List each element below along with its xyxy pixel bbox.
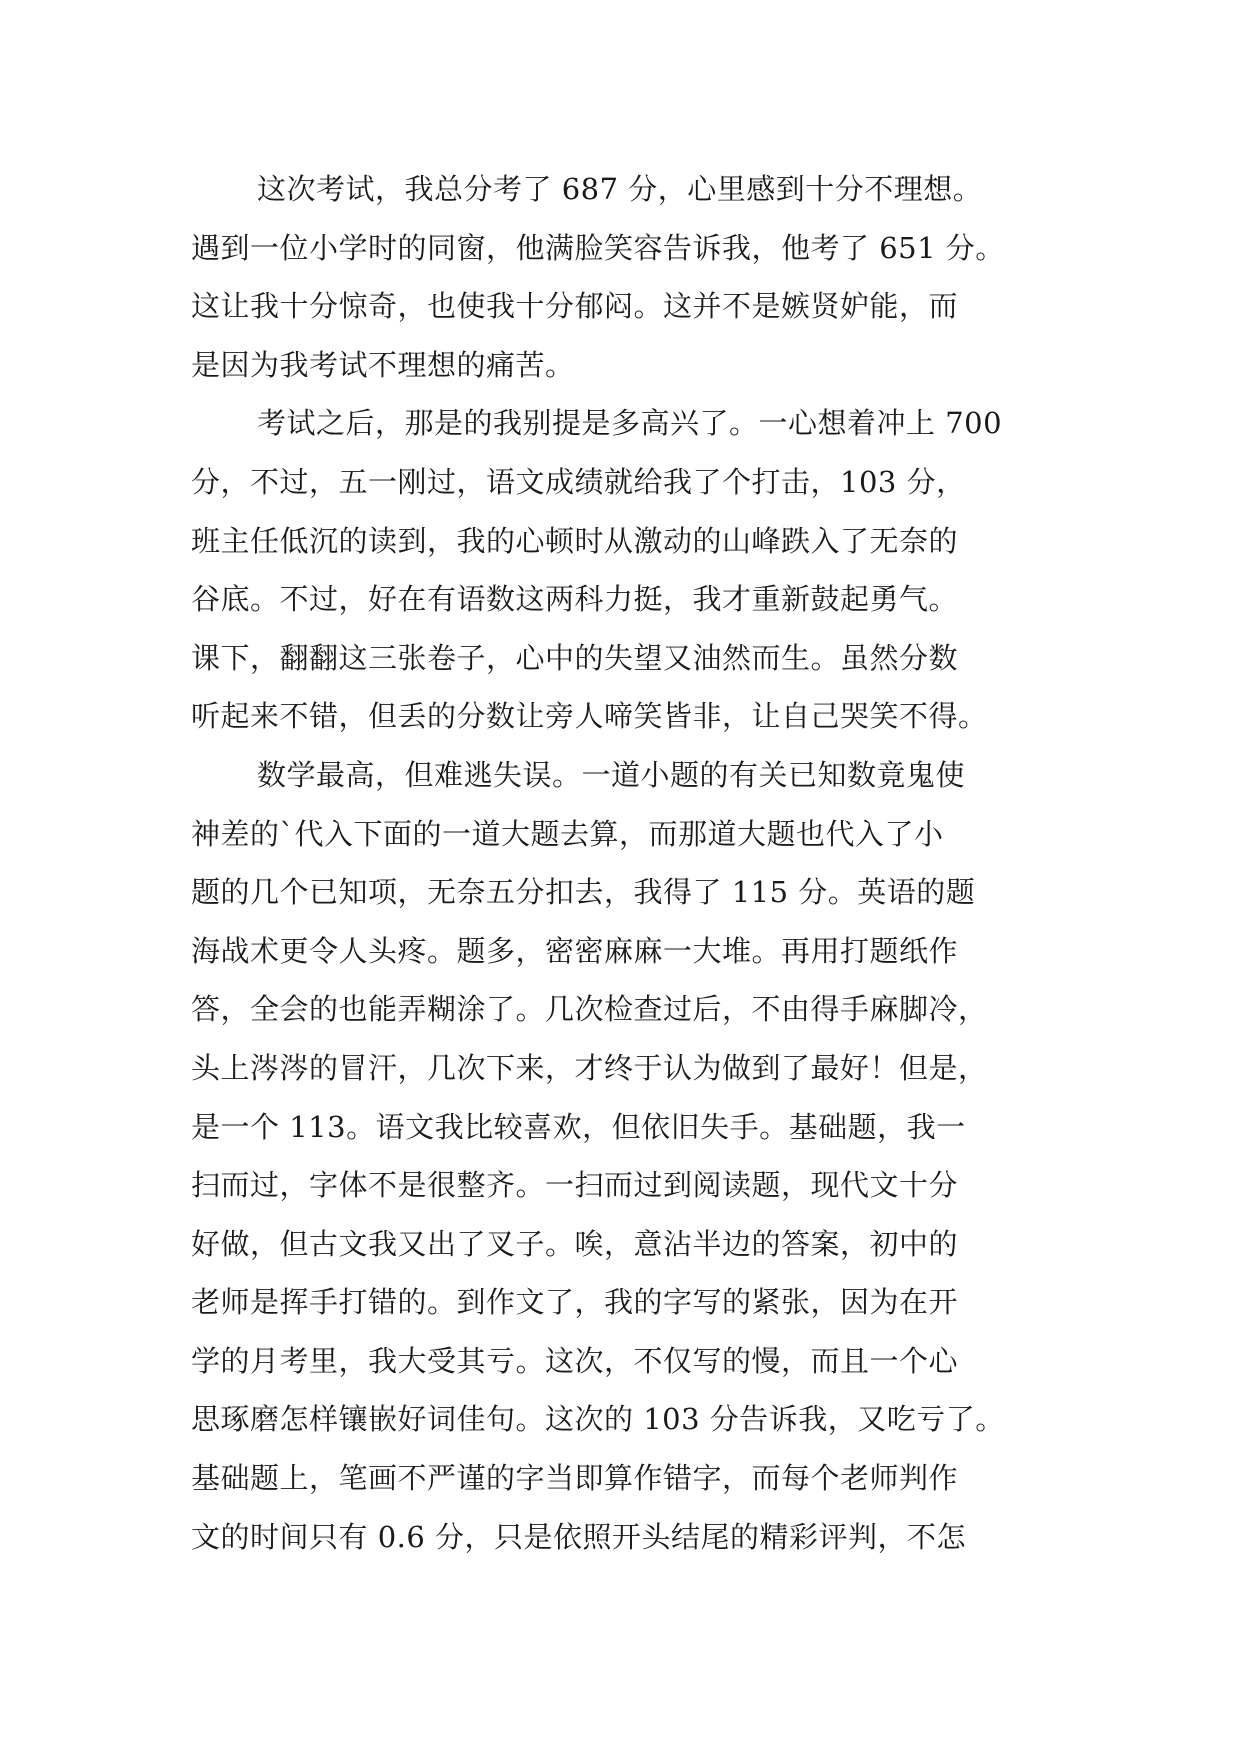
text-line: 听起来不错，但丢的分数让旁人啼笑皆非，让自己哭笑不得。 xyxy=(191,699,988,734)
text-line: 扫而过，字体不是很整齐。一扫而过到阅读题，现代文十分 xyxy=(191,1168,959,1203)
body-text xyxy=(191,160,1091,1566)
text-line: 学的月考里，我大受其亏。这次，不仅写的慢，而且一个心 xyxy=(191,1343,959,1378)
text-line: 这让我十分惊奇，也使我十分郁闷。这并不是嫉贤妒能，而 xyxy=(191,289,959,324)
text-line: 文的时间只有 0.6 分，只是依照开头结尾的精彩评判，不怎 xyxy=(191,1519,967,1554)
text-line: 海战术更令人头疼。题多，密密麻麻一大堆。再用打题纸作 xyxy=(191,933,959,968)
text-line: 神差的`代入下面的一道大题去算，而那道大题也代入了小 xyxy=(191,816,944,851)
text-line: 分，不过，五一刚过，语文成绩就给我了个打击，103 分， xyxy=(191,464,966,499)
text-line: 好做，但古文我又出了叉子。唉，意沾半边的答案，初中的 xyxy=(191,1226,959,1261)
text-line: 数学最高，但难逃失误。一道小题的有关已知数竟鬼使 xyxy=(257,757,966,792)
text-line: 是因为我考试不理想的痛苦。 xyxy=(191,347,575,382)
text-line: 头上涔涔的冒汗，几次下来，才终于认为做到了最好！但是， xyxy=(191,1050,988,1085)
text-line: 答，全会的也能弄糊涂了。几次检查过后，不由得手麻脚冷， xyxy=(191,992,988,1027)
text-line: 思琢磨怎样镶嵌好词佳句。这次的 103 分告诉我，又吃亏了。 xyxy=(191,1402,1005,1437)
text-line: 考试之后，那是的我别提是多高兴了。一心想着冲上 700 xyxy=(257,406,1003,441)
text-line: 老师是挥手打错的。到作文了，我的字写的紧张，因为在开 xyxy=(191,1285,959,1320)
text-line: 谷底。不过，好在有语数这两科力挺，我才重新鼓起勇气。 xyxy=(191,582,959,617)
text-line: 基础题上，笔画不严谨的字当即算作错字，而每个老师判作 xyxy=(191,1461,959,1496)
text-line: 是一个 113。语文我比较喜欢，但依旧失手。基础题，我一 xyxy=(191,1109,966,1144)
text-line: 班主任低沉的读到，我的心顿时从激动的山峰跌入了无奈的 xyxy=(191,523,959,558)
text-line: 这次考试，我总分考了 687 分，心里感到十分不理想。 xyxy=(257,172,983,206)
text-line: 题的几个已知项，无奈五分扣去，我得了 115 分。英语的题 xyxy=(191,875,976,910)
text-line: 遇到一位小学时的同窗，他满脸笑容告诉我，他考了 651 分。 xyxy=(191,230,1005,265)
text-line: 课下，翻翻这三张卷子，心中的失望又油然而生。虽然分数 xyxy=(191,640,959,675)
